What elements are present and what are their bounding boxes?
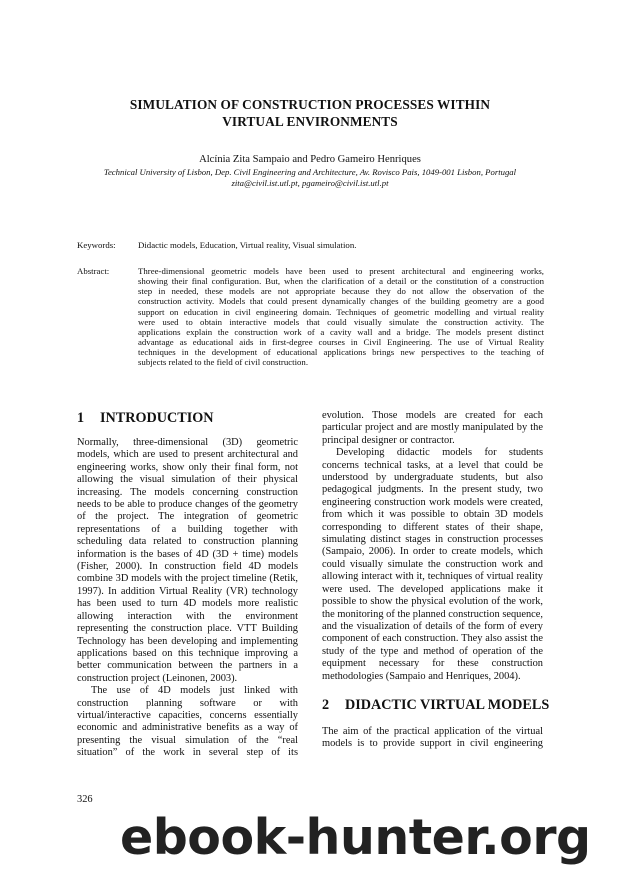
- body-line: information is the bases of 4D (3D + time) models: [77, 548, 298, 560]
- body-line: construction planning software or with: [77, 697, 298, 709]
- body-line: engineering construction work models were created,: [322, 496, 543, 508]
- body-line: simulating distinct stages in construction processes: [322, 534, 543, 546]
- abstract-line: step in needed, these models are not appropriate because they do not allow the observation of the: [138, 286, 544, 297]
- introduction-body-continued: [322, 410, 543, 683]
- body-line: allowing the visual simulation of their physical: [77, 474, 298, 486]
- abstract-line: support on education in civil engineering domain. Techniques of geometric modelling and virtual reality: [138, 306, 544, 317]
- abstract-body: [138, 266, 544, 368]
- body-line: Normally, three-dimensional (3D) geometric: [77, 437, 298, 448]
- body-line: were used. The developed applications make it: [322, 583, 543, 595]
- section-number: 1: [77, 410, 85, 426]
- section-heading-didactic-virtual-models: [322, 697, 549, 713]
- body-line: (Sampaio, 2006). In order to create models, which: [322, 546, 543, 558]
- body-line: scheduling data related to construction planning: [77, 536, 298, 548]
- body-line: from which it was possible to obtain 3D models: [322, 509, 543, 521]
- body-line: the monitoring of the planned construction sequence,: [322, 608, 543, 620]
- body-line: component of each construction. They also assist the: [322, 633, 543, 645]
- keywords-label: Keywords:: [77, 240, 116, 250]
- body-line: understood by undergraduate students, but also: [322, 472, 543, 484]
- body-line: situation” of the work in several step of its: [77, 747, 298, 759]
- body-line: better communication between the partners in a: [77, 660, 298, 672]
- section-number: 2: [322, 697, 330, 713]
- abstract-line: construction activity. Models that could present dynamically changes of the building geometry are a good: [138, 296, 544, 307]
- title-line: VIRTUAL ENVIRONMENTS: [222, 114, 398, 129]
- body-line: study of the type and method of operation of the: [322, 645, 543, 657]
- paper-title: [60, 96, 560, 130]
- affiliation-line: Technical University of Lisbon, Dep. Civil Engineering and Architecture, Av. Rovisco Pais, 1049-001 Lisbon, Portugal: [103, 167, 517, 177]
- body-line: Developing didactic models for students: [336, 447, 543, 459]
- abstract-line: were used to obtain interactive models that could visually simulate the construction activity. The: [138, 316, 544, 327]
- body-line: The use of 4D models just linked with: [91, 685, 298, 697]
- body-line: economic and administrative benefits as a way of: [77, 722, 298, 734]
- body-line: virtual/interactive capacities, concerns essentially: [77, 709, 298, 721]
- body-line: Technology has been developing and implementing: [77, 635, 298, 647]
- body-line: construction project (Leinonen, 2003).: [77, 672, 238, 684]
- body-line: applications based on this technique improving a: [77, 647, 298, 659]
- body-line: corresponding to different states of their shape,: [322, 521, 543, 533]
- body-line: could visually simulate the construction work and: [322, 558, 543, 570]
- email-line: zita@civil.ist.utl.pt, pgameiro@civil.ist.utl.pt: [231, 178, 389, 188]
- body-line: particular project and are mostly manipulated by the: [322, 422, 543, 434]
- body-line: representing the construction place. VTT Building: [77, 623, 298, 635]
- body-line: 1997). In addition Virtual Reality (VR) technology: [77, 585, 298, 597]
- watermark: ebook-hunter.org: [120, 809, 591, 866]
- body-line: presenting the visual simulation of the “real: [77, 734, 298, 746]
- body-line: of the project. The integration of geometric: [77, 511, 298, 523]
- body-line: methodologies (Sampaio and Henriques, 2004).: [322, 670, 521, 682]
- body-line: models, which are used to present architectural and: [77, 449, 298, 461]
- section-heading-introduction: [77, 410, 214, 426]
- body-line: and the visualization of details of the form of every: [322, 620, 543, 632]
- body-line: models is to provide support in civil engineering: [322, 738, 543, 750]
- body-line: The aim of the practical application of the virtual: [322, 726, 543, 737]
- abstract-line: advantage as educational aids in first-degree courses in Civil Engineering. The use of Virtual Reality: [138, 337, 544, 348]
- body-line: possible to show the physical evolution of the work,: [322, 596, 543, 608]
- introduction-body: [77, 437, 298, 760]
- page-number: 326: [77, 794, 93, 805]
- keywords-text: Didactic models, Education, Virtual reality, Visual simulation.: [138, 240, 357, 250]
- body-line: needs to be able to produce changes of the geometry: [77, 499, 298, 511]
- abstract-line: applications explain the construction work of a cavity wall and a bridge. The models present distinct: [138, 326, 544, 337]
- section-title: DIDACTIC VIRTUAL MODELS: [345, 697, 550, 713]
- abstract-label: Abstract:: [77, 266, 110, 276]
- body-line: principal designer or contractor.: [322, 434, 455, 446]
- body-line: pedagogical judgments. In the present study, two: [322, 484, 543, 496]
- body-line: engineering works, show only their final form, not: [77, 461, 298, 473]
- section-title: INTRODUCTION: [100, 410, 214, 426]
- body-line: combine 3D models with the project timeline (Retik,: [77, 573, 298, 585]
- affiliation: [20, 167, 600, 189]
- authors: Alcínia Zita Sampaio and Pedro Gameiro Henriques: [199, 154, 421, 165]
- abstract-line: techniques in the development of educational applications brings new perspectives to the teaching of: [138, 347, 544, 358]
- body-line: allowing interaction with the environment: [77, 610, 298, 622]
- body-line: concerns technical tasks, at a level that could be: [322, 459, 543, 471]
- body-line: increasing. The models concerning construction: [77, 486, 298, 498]
- section2-body: [322, 726, 543, 751]
- body-line: has been used to turn 4D models more realistic: [77, 598, 298, 610]
- abstract-line: showing their final configuration. But, when the clarification of a detail or the constitution of a construction: [138, 276, 544, 287]
- title-line: SIMULATION OF CONSTRUCTION PROCESSES WITHIN: [129, 97, 491, 112]
- body-line: equipment necessary for these construction: [322, 658, 543, 670]
- abstract-line: Three-dimensional geometric models have been used to present architectural and engineering works,: [138, 266, 544, 276]
- body-line: allowing interact with it, techniques of virtual reality: [322, 571, 543, 583]
- body-line: representations of a building together with: [77, 523, 298, 535]
- abstract-line: subjects related to the field of civil construction.: [138, 357, 309, 368]
- body-line: evolution. Those models are created for each: [322, 410, 543, 421]
- body-line: (Fisher, 2000). In construction field 4D models: [77, 561, 298, 573]
